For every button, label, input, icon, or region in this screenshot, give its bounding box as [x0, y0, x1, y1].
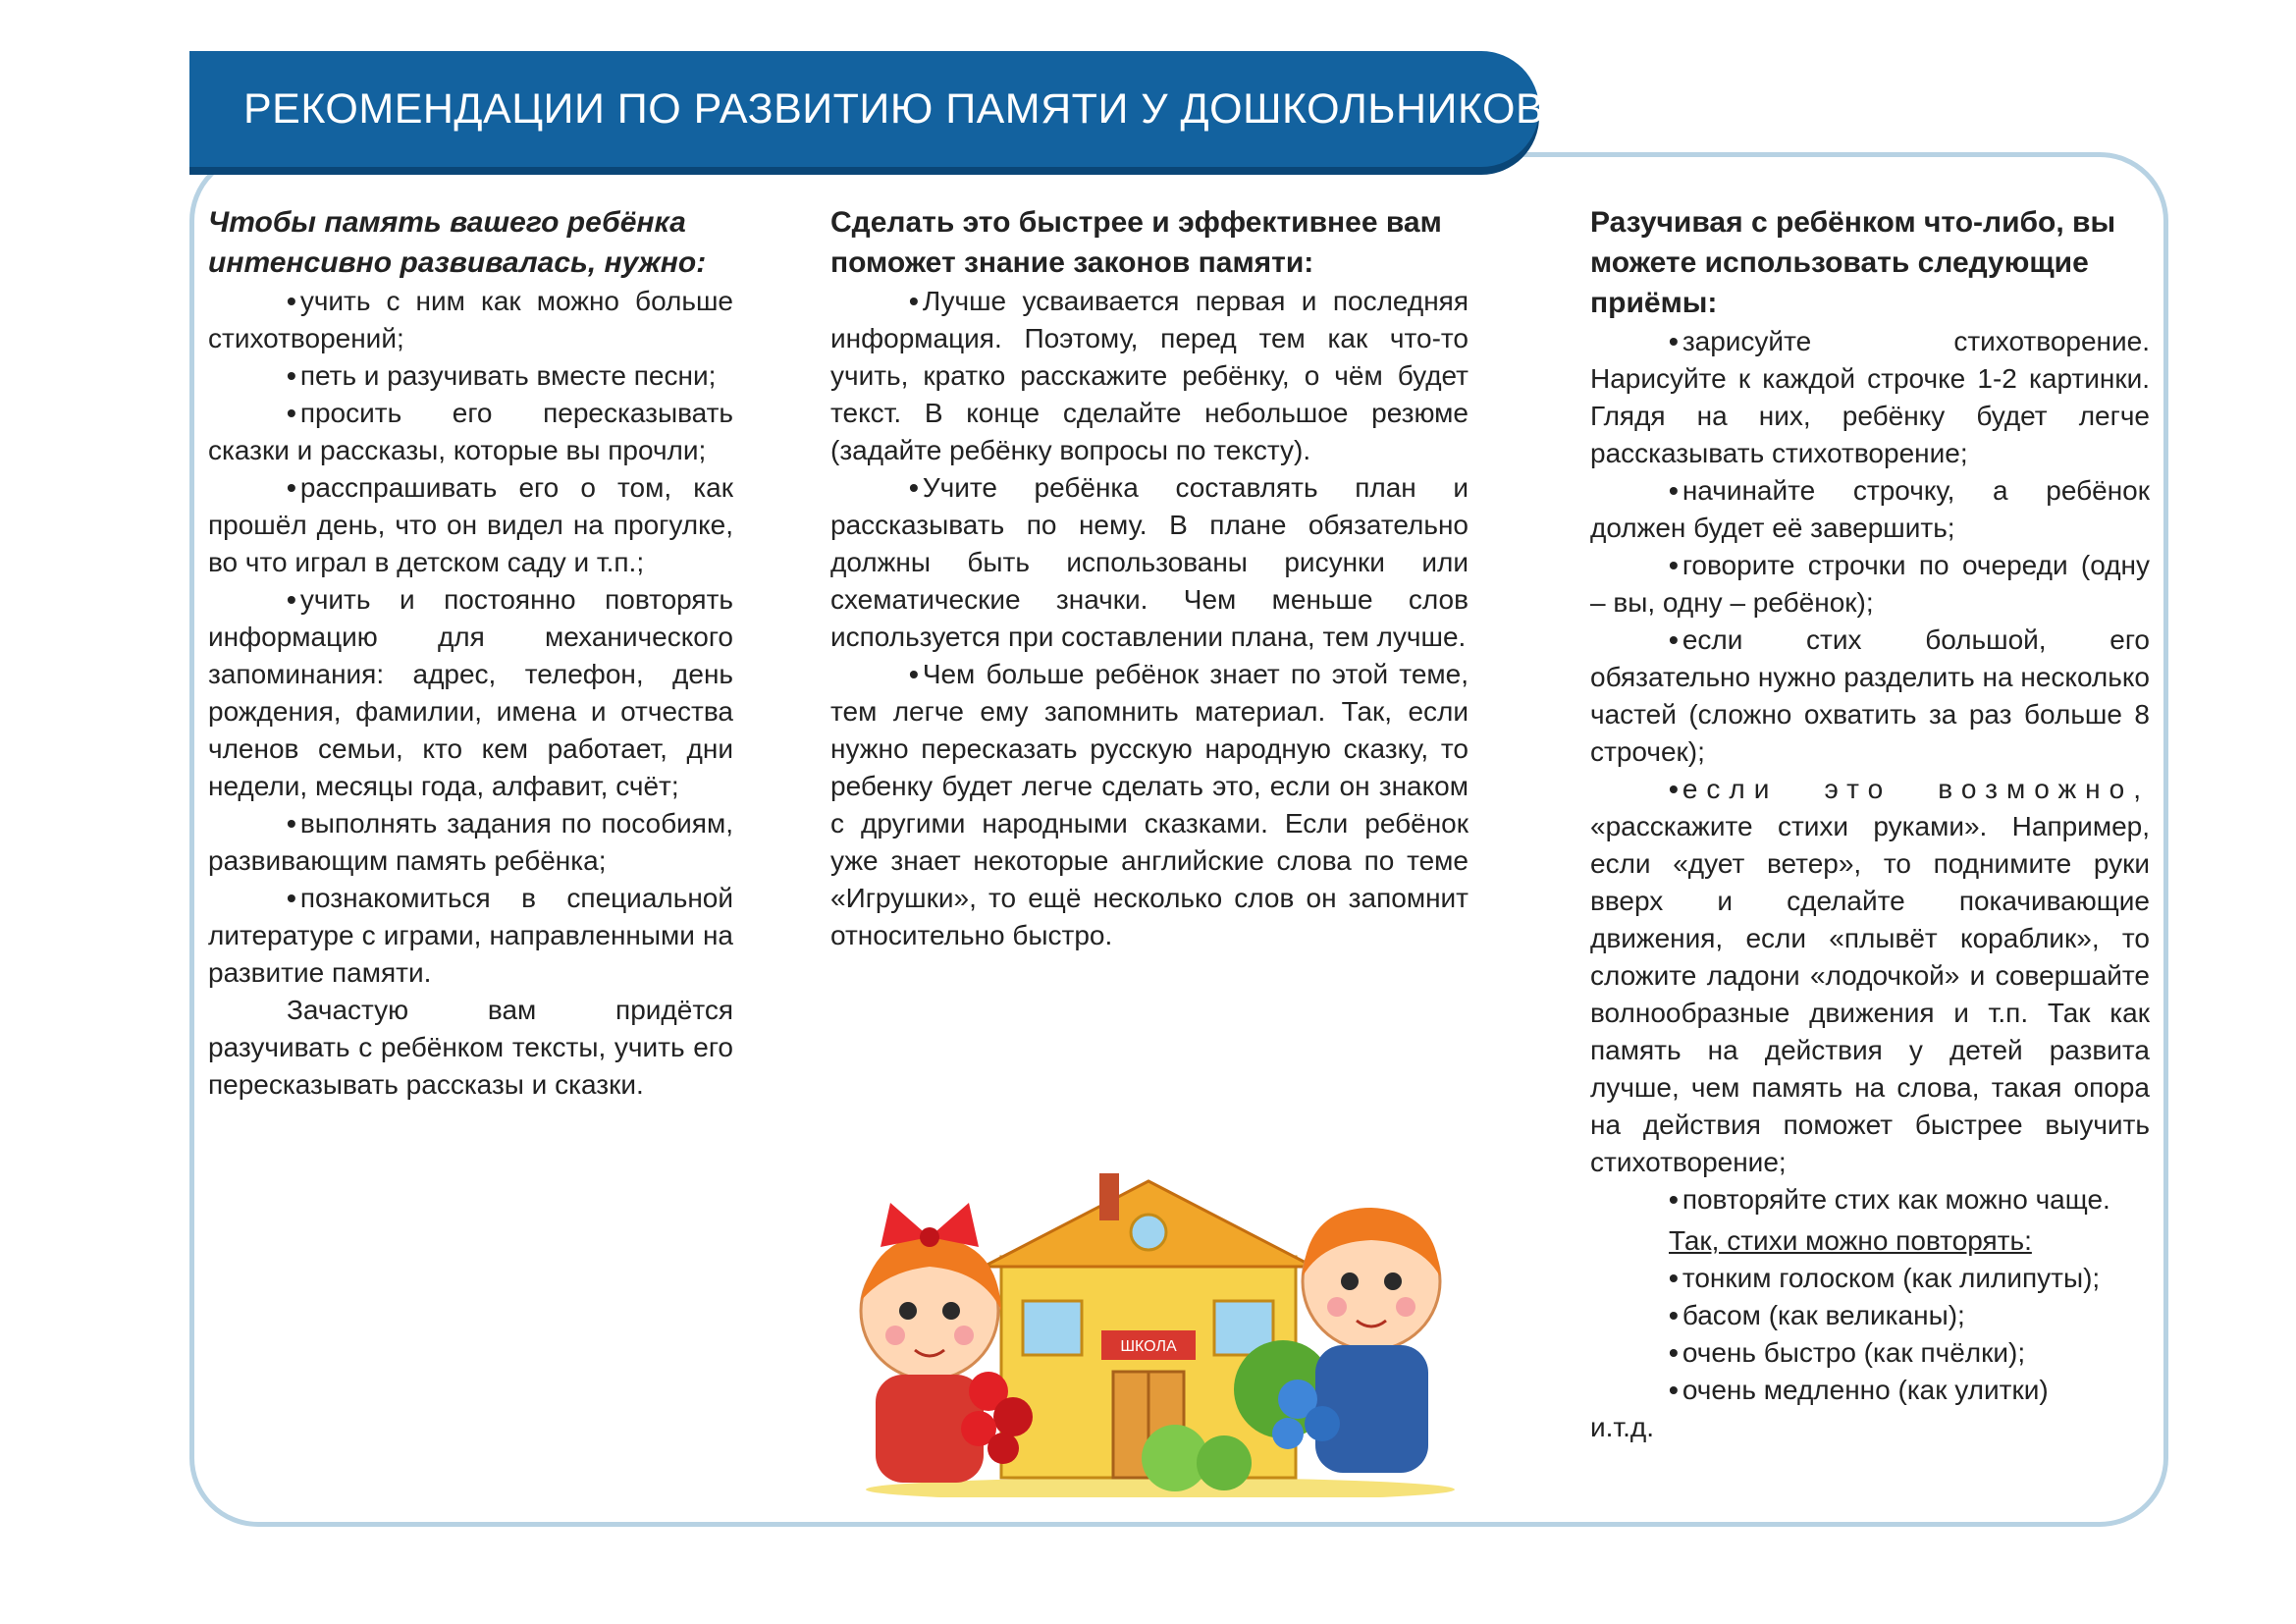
column-memory-tips	[208, 202, 733, 1104]
page-title: РЕКОМЕНДАЦИИ ПО РАЗВИТИЮ ПАМЯТИ У ДОШКОЛЬНИКОВ	[243, 85, 1545, 133]
bullet-icon: •	[1669, 475, 1679, 506]
list-item: • учить и постоянно повторять информацию для механического запоминания: адрес, телефон, день рождения, фамилии, имена и отчества членов семьи, кто кем работает, дни недели, месяцы года, алфавит, счёт;	[208, 584, 733, 801]
column-heading: Разучивая с ребёнком что-либо, вы можете использовать следующие приёмы:	[1590, 206, 2116, 319]
bullet-icon: •	[1669, 624, 1679, 655]
bullet-icon: •	[1669, 1184, 1679, 1215]
bullet-icon: •	[287, 472, 296, 503]
list-item: • петь и разучивать вместе песни;	[287, 360, 717, 391]
list-item: • познакомиться в специальной литературе с играми, направленными на развитие памяти.	[208, 883, 733, 988]
list-item: • очень быстро (как пчёлки);	[1669, 1337, 2026, 1368]
column-memory-laws	[830, 202, 1468, 954]
list-item: • учить с ним как можно больше стихотворений;	[208, 286, 733, 353]
bullet-icon: •	[287, 808, 296, 839]
boy-icon	[1272, 1208, 1440, 1473]
bullet-icon: •	[287, 398, 296, 428]
list-item: • выполнять задания по пособиям, развивающим память ребёнка;	[208, 808, 733, 876]
column-techniques	[1590, 202, 2150, 1446]
list-item: • зарисуйте стихотворение. Нарисуйте к каждой строчке 1-2 картинки. Глядя на них, ребёнку будет легче рассказывать стихотворение;	[1590, 326, 2150, 468]
list-item: • Учите ребёнка составлять план и рассказывать по нему. В плане обязательно должны быть использованы рисунки или схематические значки. Чем меньше слов используется при составлении плана, тем лучше.	[830, 472, 1468, 652]
list-item: • тонким голоском (как лилипуты);	[1669, 1263, 2101, 1293]
list-item: • если стих большой, его обязательно нужно разделить на несколько частей (сложно охватить за раз больше 8 строчек);	[1590, 624, 2150, 767]
bullet-icon: •	[287, 584, 296, 615]
ending-text: и.т.д.	[1590, 1412, 1655, 1442]
column-heading: Чтобы память вашего ребёнка интенсивно развивалась, нужно:	[208, 206, 707, 279]
sub-heading: Так, стихи можно повторять:	[1669, 1225, 2032, 1256]
list-item: • если это возможно, «расскажите стихи руками». Например, если «дует ветер», то поднимите руки вверх и сделайте покачивающие движения, если «плывёт кораблик», то сложите ладони «лодочкой» и совершайте волнообразные движения и т.п. Так как память на действия у детей развита лучше, чем память на слова, такая опора на действия поможет быстрее выучить стихотворение;	[1590, 774, 2150, 1177]
bullet-icon: •	[1669, 550, 1679, 580]
bullet-icon: •	[1669, 1300, 1679, 1330]
bullet-icon: •	[909, 286, 919, 316]
closing-paragraph: Зачастую вам придётся разучивать с ребёнком тексты, учить его пересказывать рассказы и сказки.	[208, 995, 733, 1100]
list-item: • просить его пересказывать сказки и рассказы, которые вы прочли;	[208, 398, 733, 465]
list-item: • говорите строчки по очереди (одну – вы, одну – ребёнок);	[1590, 550, 2150, 618]
bullet-icon: •	[1669, 1263, 1679, 1293]
bullet-icon: •	[909, 659, 919, 689]
list-item: • Лучше усваивается первая и последняя информация. Поэтому, перед тем как что-то учить, кратко расскажите ребёнку, о чём будет текст. В конце сделайте небольшое резюме (задайте ребёнку вопросы по тексту).	[830, 286, 1468, 465]
bullet-icon: •	[1669, 326, 1679, 356]
list-item: • начинайте строчку, а ребёнок должен будет её завершить;	[1590, 475, 2150, 543]
list-item: • басом (как великаны);	[1669, 1300, 1965, 1330]
list-item: • расспрашивать его о том, как прошёл день, что он видел на прогулке, во что играл в детском саду и т.п.;	[208, 472, 733, 577]
list-item: • повторяйте стих как можно чаще.	[1669, 1184, 2110, 1215]
list-item: • очень медленно (как улитки)	[1669, 1375, 2049, 1405]
bullet-icon: •	[287, 360, 296, 391]
list-item: • Чем больше ребёнок знает по этой теме, тем легче ему запомнить материал. Так, если нужно пересказать русскую народную сказку, то ребенку будет легче сделать это, если он знаком с другими народными сказками. Если ребёнок уже знает некоторые английские слова по теме «Игрушки», то ещё несколько слов он запомнит относительно быстро.	[830, 659, 1468, 950]
bullet-icon: •	[1669, 1337, 1679, 1368]
school-children-illustration	[836, 1164, 1474, 1497]
bullet-icon: •	[909, 472, 919, 503]
bullet-icon: •	[1669, 1375, 1679, 1405]
bullet-icon: •	[1669, 774, 1679, 804]
svg-text:ШКОЛА: ШКОЛА	[1120, 1338, 1177, 1355]
bullet-icon: •	[287, 286, 296, 316]
title-banner	[189, 51, 1545, 167]
column-heading: Сделать это быстрее и эффективнее вам поможет знание законов памяти:	[830, 206, 1442, 279]
bullet-icon: •	[287, 883, 296, 913]
